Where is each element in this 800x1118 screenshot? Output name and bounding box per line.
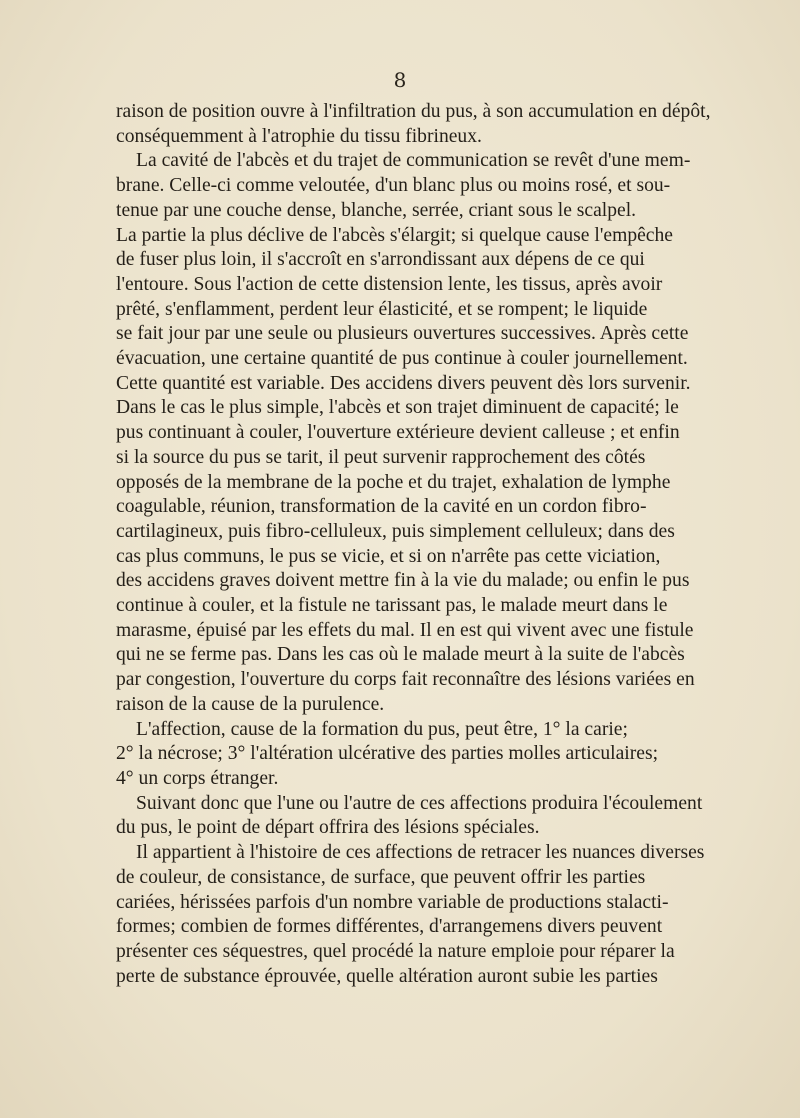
text-line: pus continuant à couler, l'ouverture extérieure devient calleuse ; et enfin	[116, 422, 680, 444]
text-line: par congestion, l'ouverture du corps fait reconnaître des lésions variées en	[116, 669, 695, 691]
paragraph-2	[116, 149, 740, 717]
paragraph-4	[116, 792, 740, 841]
text-line: tenue par une couche dense, blanche, serrée, criant sous le scalpel.	[116, 199, 637, 221]
text-line: Il appartient à l'histoire de ces affections de retracer les nuances diverses	[136, 842, 705, 864]
text-line: se fait jour par une seule ou plusieurs ouvertures successives. Après cette	[116, 323, 689, 345]
text-line: opposés de la membrane de la poche et du trajet, exhalation de lymphe	[116, 471, 671, 493]
page-number: 8	[393, 68, 407, 92]
text-line: raison de position ouvre à l'infiltration du pus, à son accumulation en dépôt,	[116, 101, 711, 122]
text-line: présenter ces séquestres, quel procédé la nature emploie pour réparer la	[116, 940, 675, 962]
text-line: 4° un corps étranger.	[116, 767, 279, 789]
text-line: qui ne se ferme pas. Dans les cas où le malade meurt à la suite de l'abcès	[116, 644, 685, 666]
text-line: prêté, s'enflamment, perdent leur élasticité, et se rompent; le liquide	[116, 298, 648, 320]
text-line: marasme, épuisé par les effets du mal. Il en est qui vivent avec une fistule	[116, 619, 694, 641]
text-line: cas plus communs, le pus se vicie, et si on n'arrête pas cette viciation,	[116, 545, 661, 567]
text-line: l'entoure. Sous l'action de cette distension lente, les tissus, après avoir	[116, 273, 663, 295]
text-line: La cavité de l'abcès et du trajet de communication se revêt d'une mem-	[136, 150, 691, 172]
text-line: brane. Celle-ci comme veloutée, d'un blanc plus ou moins rosé, et sou-	[116, 175, 671, 197]
text-line: si la source du pus se tarit, il peut survenir rapprochement des côtés	[116, 446, 646, 468]
text-line: coagulable, réunion, transformation de la cavité en un cordon fibro-	[116, 496, 647, 518]
text-line: continue à couler, et la fistule ne tarissant pas, le malade meurt dans le	[116, 595, 668, 617]
text-line: conséquemment à l'atrophie du tissu fibrineux.	[116, 125, 482, 147]
paragraph-5	[116, 841, 740, 989]
text-line: évacuation, une certaine quantité de pus continue à couler journellement.	[116, 348, 688, 370]
text-line: Dans le cas le plus simple, l'abcès et son trajet diminuent de capacité; le	[116, 397, 679, 419]
text-line: La partie la plus déclive de l'abcès s'élargit; si quelque cause l'empêche	[116, 224, 673, 246]
text-line: perte de substance éprouvée, quelle altération auront subie les parties	[116, 965, 658, 987]
body-text	[116, 100, 740, 989]
paragraph-1	[116, 100, 740, 149]
paragraph-3	[116, 718, 740, 792]
text-line: de fuser plus loin, il s'accroît en s'arrondissant aux dépens de ce qui	[116, 249, 645, 271]
text-line: L'affection, cause de la formation du pus, peut être, 1° la carie;	[136, 718, 628, 740]
text-line: raison de la cause de la purulence.	[116, 693, 385, 715]
text-line: 2° la nécrose; 3° l'altération ulcérative des parties molles articulaires;	[116, 743, 659, 765]
text-line: cariées, hérissées parfois d'un nombre variable de productions stalacti-	[116, 891, 669, 913]
text-line: Cette quantité est variable. Des accidens divers peuvent dès lors survenir.	[116, 372, 691, 394]
text-line: du pus, le point de départ offrira des lésions spéciales.	[116, 817, 540, 839]
text-line: Suivant donc que l'une ou l'autre de ces affections produira l'écoulement	[136, 792, 703, 814]
text-line: cartilagineux, puis fibro-celluleux, puis simplement celluleux; dans des	[116, 520, 675, 542]
text-line: formes; combien de formes différentes, d'arrangemens divers peuvent	[116, 916, 663, 938]
text-line: des accidens graves doivent mettre fin à la vie du malade; ou enfin le pus	[116, 570, 690, 592]
text-line: de couleur, de consistance, de surface, que peuvent offrir les parties	[116, 866, 646, 888]
